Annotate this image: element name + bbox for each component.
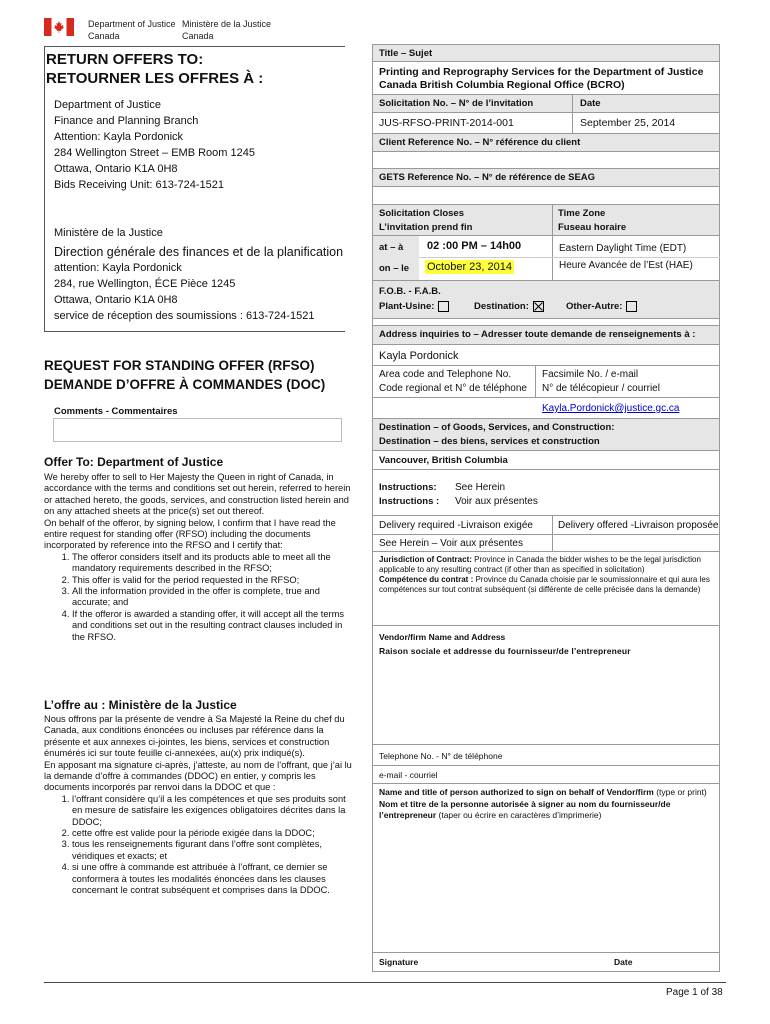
title-value: Printing and Reprography Services for the Department of Justice Canada British Columbia Regional Office (BCRO)	[379, 66, 704, 91]
dest-goods-label-fr: Destination – des biens, services et construction	[379, 436, 600, 447]
area-code-label: Area code and Telephone No.	[379, 369, 512, 380]
authorized-person-field[interactable]	[373, 840, 719, 950]
closes-label-en: Solicitation Closes	[379, 208, 464, 219]
dest-goods-value: Vancouver, British Columbia	[379, 455, 508, 466]
canada-flag-icon	[44, 18, 74, 36]
return-title-fr: RETOURNER LES OFFRES À :	[46, 70, 264, 87]
sol-no-value: JUS-RFSO-PRINT-2014-001	[379, 117, 514, 129]
contact-name: Kayla Pordonick	[379, 350, 459, 362]
address-inquiries-label: Address inquiries to – Adresser toute demande de renseignements à :	[379, 329, 696, 340]
date-label: Date	[580, 98, 601, 109]
client-ref-label: Client Reference No. – N° référence du client	[379, 137, 581, 148]
dept-en: Department of Justice Canada	[88, 19, 176, 41]
rfso-title-fr: DEMANDE D’OFFRE À COMMANDES (DOC)	[44, 377, 326, 392]
telephone-label: Telephone No. - N° de téléphone	[379, 751, 503, 761]
signature-date-label: Date	[614, 957, 633, 967]
closes-label-fr: L’invitation prend fin	[379, 222, 473, 233]
fax-label: Facsimile No. / e-mail	[542, 369, 639, 380]
vendor-label-fr: Raison sociale et addresse du fournisseur/de l’entrepreneur	[379, 646, 631, 656]
other-checkbox[interactable]	[626, 301, 637, 312]
instr-label-fr: Instructions :	[379, 496, 440, 507]
title-label: Title – Sujet	[379, 48, 433, 59]
offer-fr-text: Nous offrons par la présente de vendre à Sa Majesté la Reine du chef du Canada, aux conditions énoncées ou incluses par référence dans la présente et aux annexes ci-jointes, les biens, services et construction énumérés ici sur toute feuille ci-annexées, au(x) prix indiqué(s). En apposant ma signature ci-après, j’atteste, au nom de l’offrant, que j’ai lu la demande d’offre à commandes (DDOC) en entier, y compris les documents incorporés par renvoi dans la DDOC et que : 1. l’offrant considère qu’il a les compétences et que ses produits sont en mesure de satisfaire les exigences obligatoires décrites dans la DDOC; 2. cette offre est valide pour la période exigée dans la DDOC; 3. tous les renseignements figurant dans l’offre sont complètes, véridiques et exacts; et 4. si une offre à commande est attribuée à l’offrant, ce dernier se conformera à toutes les modalités énoncées dans les clauses concernant le contrat subséquent et comprises dans la DDOC.	[44, 714, 352, 897]
area-code-label-fr: Code regional et N° de téléphone	[379, 383, 527, 394]
return-address-en: Department of Justice Finance and Planning Branch Attention: Kayla Pordonick 284 Wellington Street – EMB Room 1245 Ottawa, Ontario K1A 0H8 Bids Receiving Unit: 613-724-1521	[54, 99, 255, 191]
tz-value-fr: Heure Avancée de l’Est (HAE)	[559, 260, 693, 271]
offer-fr-heading: L’offre au : Ministère de la Justice	[44, 698, 237, 712]
signature-label: Signature	[379, 957, 419, 967]
other-field[interactable]: Other-Autre:	[566, 301, 637, 312]
on-label: on – le	[379, 263, 410, 274]
sol-no-label: Solicitation No. – N° de l’invitation	[379, 98, 534, 109]
page-number: Page 1 of 38	[666, 987, 723, 998]
delivery-value: See Herein – Voir aux présentes	[379, 538, 523, 549]
instr-value-en: See Herein	[455, 482, 506, 493]
email-label: e-mail - courriel	[379, 770, 438, 780]
delivery-offered-label: Delivery offered -Livraison proposée	[558, 520, 719, 531]
instr-value-fr: Voir aux présentes	[455, 496, 538, 507]
offer-en-heading: Offer To: Department of Justice	[44, 455, 224, 469]
on-value: October 23, 2014	[427, 261, 513, 273]
plant-checkbox[interactable]	[438, 301, 449, 312]
fob-label: F.O.B. - F.A.B.	[379, 286, 441, 297]
tz-label-fr: Fuseau horaire	[558, 222, 627, 233]
dest-goods-label-en: Destination – of Goods, Services, and Construction:	[379, 422, 615, 433]
delivery-required-label: Delivery required -Livraison exigée	[379, 520, 533, 531]
return-address-fr: Ministère de la Justice Direction générale des finances et de la planification attention: Kayla Pordonick 284, rue Wellington, ÉCE Pièce 1245 Ottawa, Ontario K1A 0H8 service de réception des soumissions : 613-724-1521	[54, 227, 344, 322]
tz-label-en: Time Zone	[558, 208, 606, 219]
vendor-field[interactable]	[373, 660, 719, 744]
date-value: September 25, 2014	[580, 117, 676, 129]
plant-field[interactable]: Plant-Usine:	[379, 301, 449, 312]
rfso-title-en: REQUEST FOR STANDING OFFER (RFSO)	[44, 358, 315, 373]
destination-field[interactable]: Destination:	[474, 301, 544, 312]
offer-en-text: We hereby offer to sell to Her Majesty the Queen in right of Canada, in accordance with the terms and conditions set out herein, referred to herein or attached hereto, the goods, services, and construction listed herein and on any attached sheets at the price(s) set out thereof. On behalf of the offeror, by signing below, I confirm that I have read the entire request for standing offer (RFSO) including the documents incorporated by reference into the RFSO and I certify that: 1. The offeror considers itself and its products able to meet all the mandatory requirements described in the RFSO; 2. This offer is valid for the period requested in the RFSO; 3. All the information provided in the offer is complete, true and accurate; and 4. If the offeror is awarded a standing offer, it will accept all the terms and conditions set out in the resulting contract clauses included in the RFSO.	[44, 472, 352, 643]
comments-field[interactable]	[53, 418, 342, 442]
fax-label-fr: N° de télécopieur / courriel	[542, 383, 660, 394]
gets-label: GETS Reference No. – N° de référence de SEAG	[379, 172, 596, 183]
dept-fr: Ministère de la Justice Canada	[182, 19, 272, 41]
instr-label-en: Instructions:	[379, 482, 437, 493]
authorized-person-label: Name and title of person authorized to sign on behalf of Vendor/firm (type or print) Nom et titre de la personne autorisée à signer au nom du fournisseur/de l’entrepreneur (taper ou écrire en caractères d’imprimerie)	[379, 787, 707, 820]
at-label: at – à	[379, 242, 404, 253]
at-value: 02 :00 PM – 14h00	[427, 240, 522, 252]
return-title-en: RETURN OFFERS TO:	[46, 51, 204, 68]
tz-value-en: Eastern Daylight Time (EDT)	[559, 243, 687, 254]
comments-label: Comments - Commentaires	[54, 406, 178, 417]
contact-email-link[interactable]: Kayla.Pordonick@justice.gc.ca	[542, 403, 680, 414]
vendor-label-en: Vendor/firm Name and Address	[379, 632, 506, 642]
destination-checkbox[interactable]	[533, 301, 544, 312]
jurisdiction-text: Jurisdiction of Contract: Province in Canada the bidder wishes to be the legal jurisdiction applicable to any resulting contract (if other than as specified in solicitation) Compétence du contrat : Province du Canada choisie par le soumissionnaire et qui aura les compétences sur tout contrat subséquent (si différente de celle précisée dans la demande)	[379, 555, 710, 594]
